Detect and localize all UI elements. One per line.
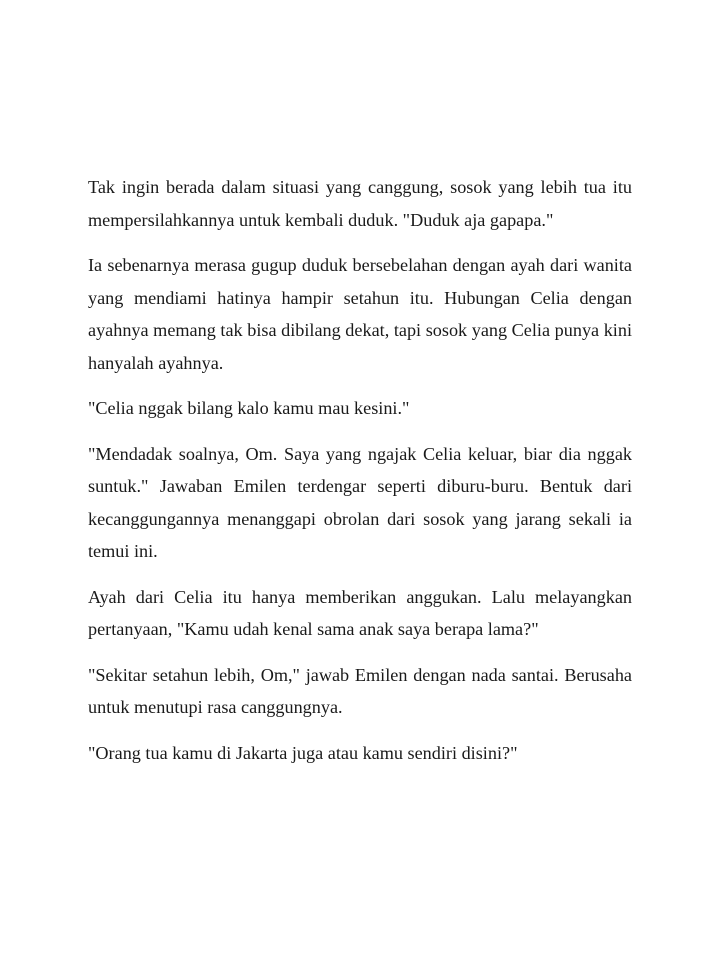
paragraph-1: Tak ingin berada dalam situasi yang canggung, sosok yang lebih tua itu mempersilahkannya untuk kembali duduk. "Duduk aja gapapa.": [88, 177, 632, 230]
paragraph-4: "Mendadak soalnya, Om. Saya yang ngajak Celia keluar, biar dia nggak suntuk." Jawaban Emilen terdengar seperti diburu-buru. Bentuk dari kecanggungannya menanggapi obrolan dari sosok yang jarang sekali ia temui ini.: [88, 443, 632, 561]
paragraph-2: Ia sebenarnya merasa gugup duduk bersebelahan dengan ayah dari wanita yang mendiami hatinya hampir setahun itu. Hubungan Celia dengan ayahnya memang tak bisa dibilang dekat, tapi sosok yang Celia punya kini hanyalah ayahnya.: [88, 255, 632, 373]
paragraph-6: "Sekitar setahun lebih, Om," jawab Emilen dengan nada santai. Berusaha untuk menutupi rasa canggungnya.: [88, 664, 632, 717]
document-page: [88, 171, 632, 782]
paragraph-5: Ayah dari Celia itu hanya memberikan anggukan. Lalu melayangkan pertanyaan, "Kamu udah kenal sama anak saya berapa lama?": [88, 586, 632, 639]
paragraph-3: "Celia nggak bilang kalo kamu mau kesini.": [88, 398, 410, 418]
paragraph-7: "Orang tua kamu di Jakarta juga atau kamu sendiri disini?": [88, 742, 518, 763]
